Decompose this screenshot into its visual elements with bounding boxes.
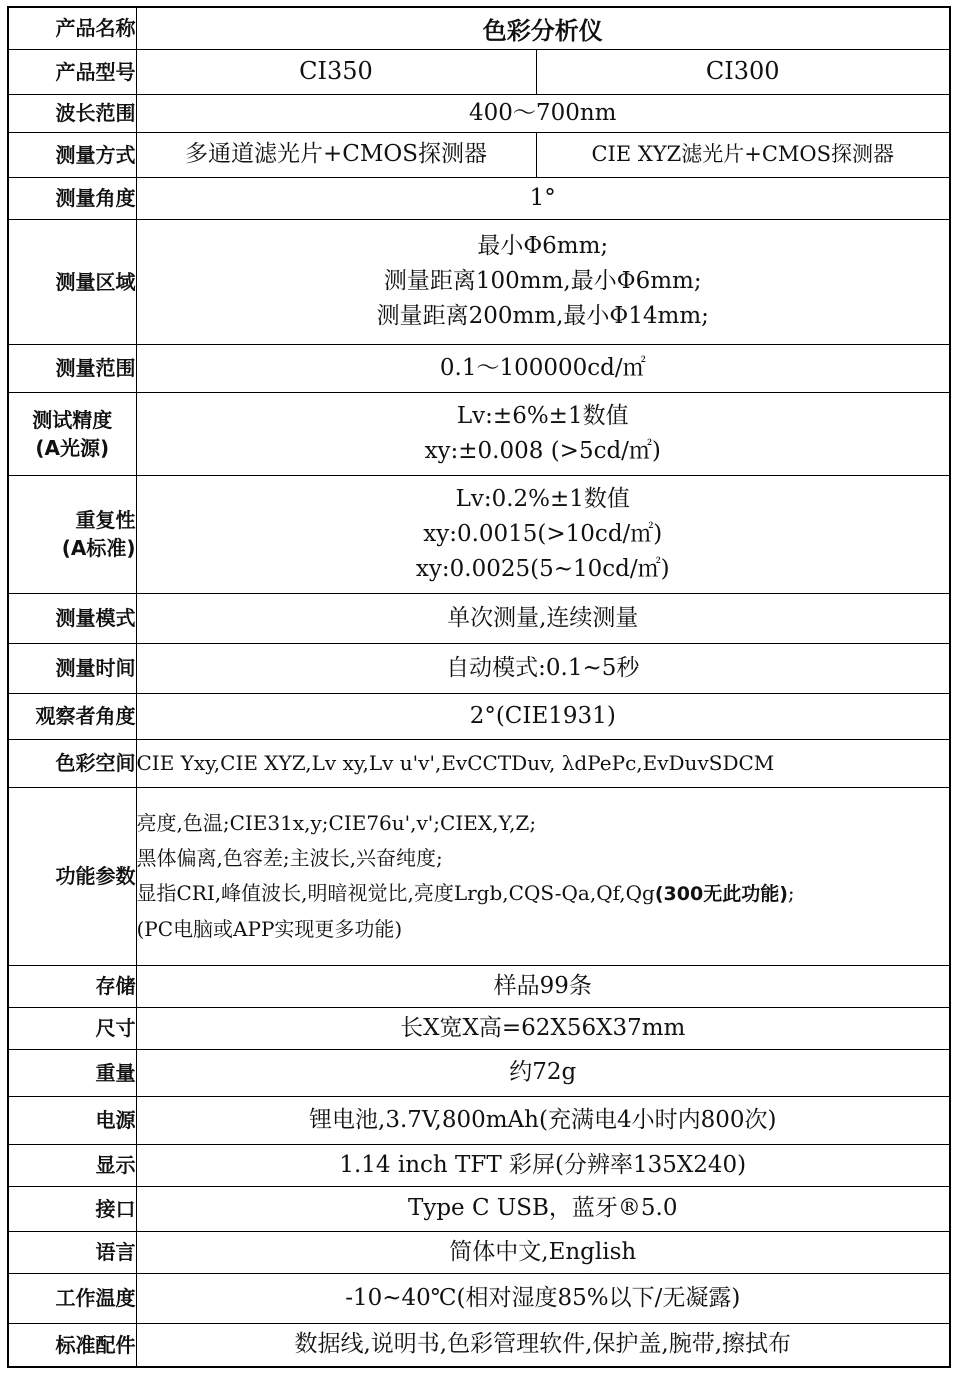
- row-functions: [8, 787, 950, 965]
- area-line-1: 最小Φ6mm;: [477, 233, 609, 259]
- label-repeatability-line-2: (A标准): [61, 536, 136, 560]
- label-accuracy-line-2: (A光源): [35, 435, 110, 460]
- label-product-name: 产品名称: [8, 7, 136, 49]
- language-value: 简体中文,English: [136, 1231, 950, 1273]
- row-accuracy: [8, 392, 950, 475]
- row-time: [8, 643, 950, 693]
- row-language: [8, 1231, 950, 1273]
- row-model: [8, 49, 950, 94]
- functions-line-4: (PC电脑或APP实现更多功能): [136, 916, 403, 941]
- label-functions: 功能参数: [8, 787, 136, 965]
- row-method: [8, 132, 950, 177]
- label-repeatability-line-1: 重复性: [75, 508, 136, 532]
- row-area: [8, 219, 950, 344]
- row-repeatability: [8, 475, 950, 593]
- functions-line-3-end: ;: [787, 880, 795, 905]
- repeatability-value: [136, 475, 950, 593]
- row-angle: [8, 177, 950, 219]
- repeatability-line-2: xy:0.0015(>10cd/㎡): [423, 520, 663, 547]
- label-method: 测量方式: [8, 132, 136, 177]
- label-mode: 测量模式: [8, 593, 136, 643]
- row-storage: [8, 965, 950, 1007]
- method-ci350: 多通道滤光片+CMOS探测器: [136, 132, 536, 177]
- accuracy-value: [136, 392, 950, 475]
- mode-value: 单次测量,连续测量: [136, 593, 950, 643]
- row-mode: [8, 593, 950, 643]
- wavelength-value: 400～700nm: [136, 94, 950, 132]
- label-weight: 重量: [8, 1049, 136, 1096]
- functions-line-2: 黑体偏离,色容差;主波长,兴奋纯度;: [136, 845, 443, 870]
- accuracy-line-1: Lv:±6%±1数值: [456, 402, 629, 429]
- spec-table: [7, 6, 951, 1368]
- row-product-name: [8, 7, 950, 49]
- label-temperature: 工作温度: [8, 1273, 136, 1323]
- label-accuracy: [8, 392, 136, 475]
- range-value: 0.1～100000cd/㎡: [136, 344, 950, 392]
- functions-line-3: [137, 876, 950, 912]
- model-ci350: CI350: [136, 49, 536, 94]
- label-accessories: 标准配件: [8, 1323, 136, 1367]
- area-line-2: 测量距离100mm,最小Φ6mm;: [383, 268, 702, 294]
- row-weight: [8, 1049, 950, 1096]
- repeatability-line-1: Lv:0.2%±1数值: [455, 485, 630, 512]
- time-value: 自动模式:0.1~5秒: [136, 643, 950, 693]
- label-power: 电源: [8, 1096, 136, 1144]
- temperature-value: -10~40℃(相对湿度85%以下/无凝露): [136, 1273, 950, 1323]
- row-interface: [8, 1186, 950, 1231]
- row-wavelength: [8, 94, 950, 132]
- label-interface: 接口: [8, 1186, 136, 1231]
- row-range: [8, 344, 950, 392]
- label-accuracy-line-1: 测试精度: [32, 407, 113, 432]
- power-value: 锂电池,3.7V,800mAh(充满电4小时内800次): [136, 1096, 950, 1144]
- size-value: 长X宽X高=62X56X37mm: [136, 1007, 950, 1049]
- label-wavelength: 波长范围: [8, 94, 136, 132]
- functions-ci300-note: (300无此功能): [654, 882, 788, 905]
- angle-value: 1°: [136, 177, 950, 219]
- color-space-value: CIE Yxy,CIE XYZ,Lv xy,Lv u'v',EvCCTDuv, λdPePc,EvDuvSDCM: [136, 739, 950, 787]
- functions-value: [136, 787, 950, 965]
- repeatability-line-3: xy:0.0025(5~10cd/㎡): [415, 555, 670, 582]
- storage-value: 样品99条: [136, 965, 950, 1007]
- row-accessories: [8, 1323, 950, 1367]
- label-model: 产品型号: [8, 49, 136, 94]
- area-value: [136, 219, 950, 344]
- label-color-space: 色彩空间: [8, 739, 136, 787]
- label-size: 尺寸: [8, 1007, 136, 1049]
- label-repeatability: [8, 475, 136, 593]
- method-ci300: CIE XYZ滤光片+CMOS探测器: [536, 132, 950, 177]
- functions-line-3-text: 显指CRI,峰值波长,明暗视觉比,亮度Lrgb,CQS-Qa,Qf,Qg: [136, 880, 655, 905]
- row-display: [8, 1144, 950, 1186]
- interface-value: Type C USB，蓝牙®5.0: [136, 1186, 950, 1231]
- accessories-value: 数据线,说明书,色彩管理软件,保护盖,腕带,擦拭布: [136, 1323, 950, 1367]
- weight-value: 约72g: [136, 1049, 950, 1096]
- row-size: [8, 1007, 950, 1049]
- model-ci300: CI300: [536, 49, 950, 94]
- label-display: 显示: [8, 1144, 136, 1186]
- label-storage: 存储: [8, 965, 136, 1007]
- row-power: [8, 1096, 950, 1144]
- row-color-space: [8, 739, 950, 787]
- label-language: 语言: [8, 1231, 136, 1273]
- label-observer: 观察者角度: [8, 693, 136, 739]
- row-temperature: [8, 1273, 950, 1323]
- label-angle: 测量角度: [8, 177, 136, 219]
- functions-line-1: 亮度,色温;CIE31x,y;CIE76u',v';CIEX,Y,Z;: [136, 810, 537, 835]
- accuracy-line-2: xy:±0.008 (>5cd/㎡): [424, 437, 661, 464]
- area-line-3: 测量距离200mm,最小Φ14mm;: [376, 303, 709, 329]
- row-observer: [8, 693, 950, 739]
- label-range: 测量范围: [8, 344, 136, 392]
- label-area: 测量区域: [8, 219, 136, 344]
- display-value: 1.14 inch TFT 彩屏(分辨率135X240): [136, 1144, 950, 1186]
- product-name-value: 色彩分析仪: [136, 7, 950, 49]
- observer-value: 2°(CIE1931): [136, 693, 950, 739]
- label-time: 测量时间: [8, 643, 136, 693]
